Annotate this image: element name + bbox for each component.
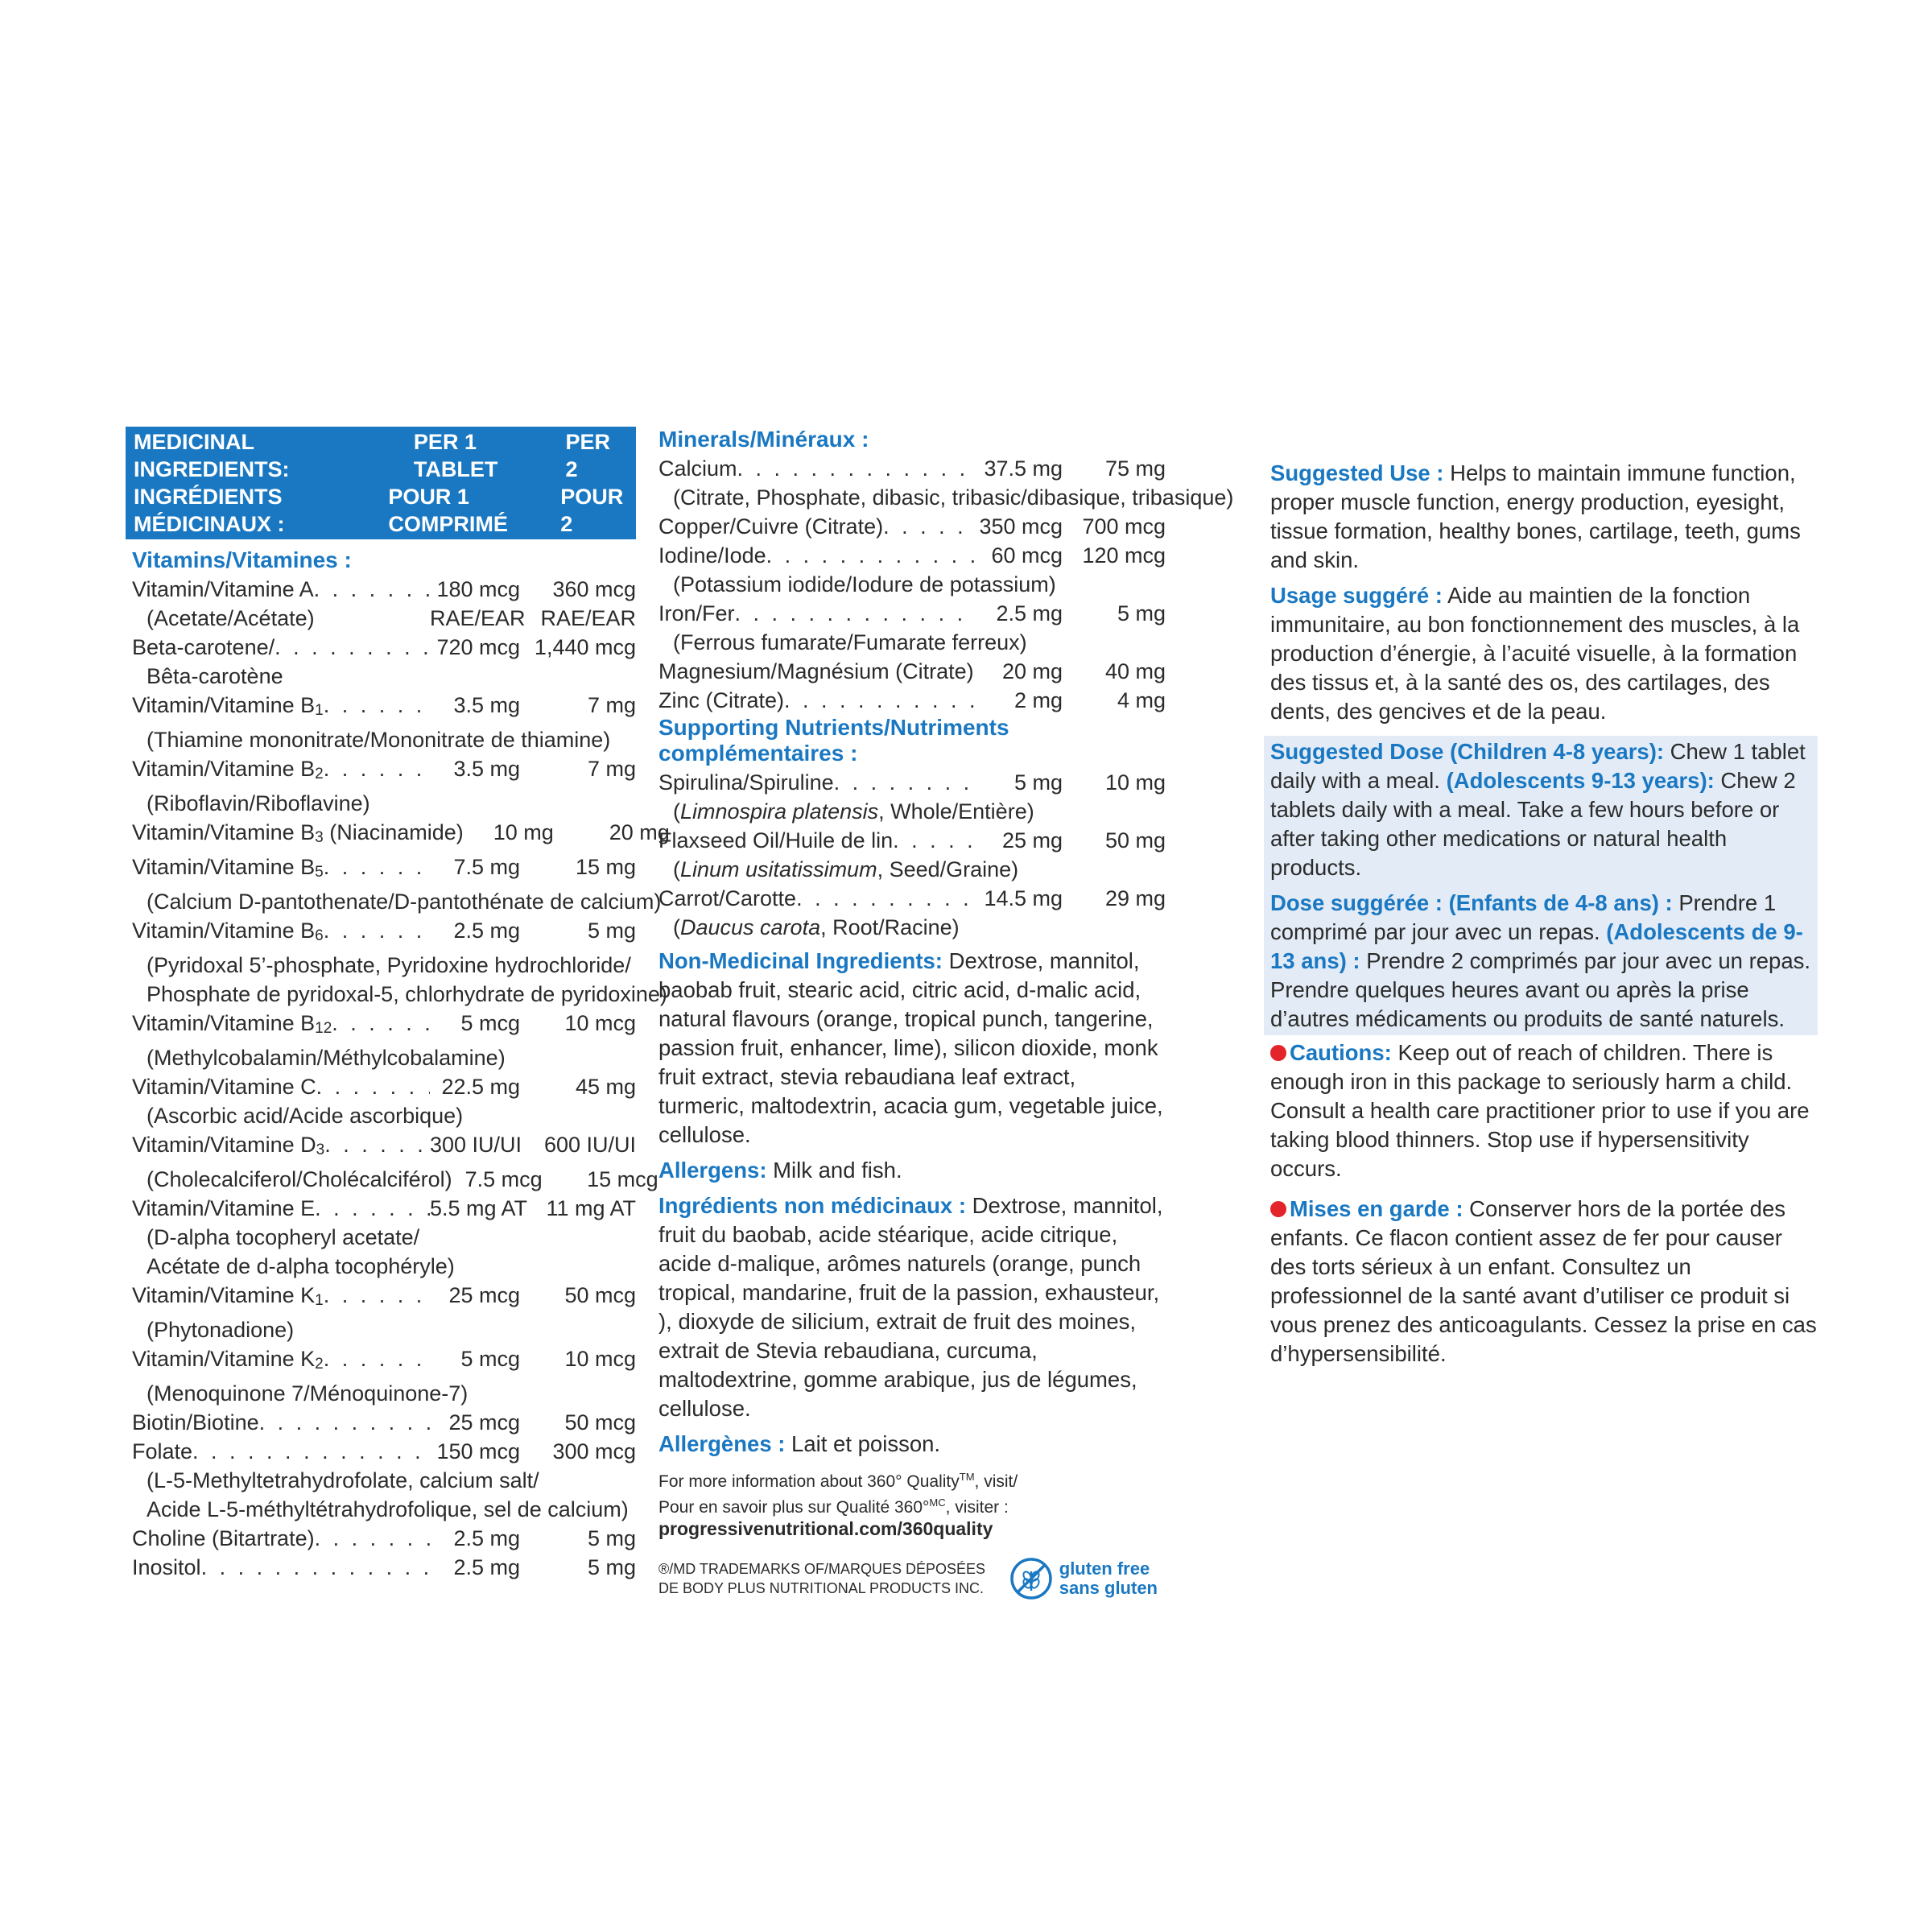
amount-per-2: 1,440 mcg bbox=[534, 635, 636, 659]
dose-suggeree-label2: (Adolescents de 9-13 ans) : bbox=[1270, 919, 1803, 973]
gluten-free-badge bbox=[1009, 1557, 1158, 1600]
amount-per-1: 2.5 mg bbox=[453, 1555, 520, 1579]
mises-en-garde-label: Mises en garde : bbox=[1290, 1196, 1463, 1221]
quality-sup-en: TM bbox=[959, 1471, 975, 1483]
trademark-line1: ®/MD TRADEMARKS OF/MARQUES DÉPOSÉES bbox=[658, 1561, 985, 1577]
amount-per-2: 5 mg bbox=[587, 1555, 636, 1579]
ingredient-name: Vitamin/Vitamine $B_3$ (Niacinamide) bbox=[132, 820, 464, 846]
leader-dots bbox=[324, 1130, 430, 1165]
amount-per-1: 5.5 mg AT bbox=[430, 1196, 528, 1220]
ingredient-name: Vitamin/Vitamine A bbox=[132, 577, 314, 601]
amount-per-2: 600 IU/UI bbox=[543, 1133, 636, 1157]
allergens-fr bbox=[658, 1430, 1166, 1459]
ingredient-name: Magnesium/Magnésium (Citrate) bbox=[658, 659, 974, 683]
ingredient-source: (Acetate/Acétate) bbox=[147, 606, 315, 630]
leader-dots bbox=[784, 686, 974, 715]
non-medicinal-label: Non-Medicinal Ingredients: bbox=[658, 948, 943, 973]
header-row-fr bbox=[134, 483, 628, 538]
vitamin-row bbox=[132, 691, 636, 725]
ingredient-name: Vitamin/Vitamine $B_1$ bbox=[132, 693, 324, 719]
ingredient-source-continued: Phosphate de pyridoxal-5, chlorhydrate de pyridoxine) bbox=[147, 982, 667, 1006]
ingredient-subscript: 3 bbox=[315, 829, 324, 846]
quality-info bbox=[658, 1467, 1166, 1539]
usage-column bbox=[1270, 459, 1818, 1368]
amount-per-2: 40 mg bbox=[1104, 659, 1166, 683]
ingredient-subscript: 5 bbox=[315, 864, 324, 881]
leader-dots bbox=[332, 1009, 430, 1043]
leader-dots bbox=[315, 1524, 430, 1553]
amount-per-2: 7 mg bbox=[587, 693, 636, 717]
amount-per-1: 720 mcg bbox=[436, 635, 520, 659]
source-amount-per-1: RAE/EAR bbox=[430, 606, 526, 630]
amount-per-1: 150 mcg bbox=[436, 1439, 520, 1463]
ingredient-subscript: 2 bbox=[315, 1356, 324, 1373]
leader-dots bbox=[324, 691, 430, 725]
mineral-row bbox=[658, 512, 1166, 541]
amount-per-2: 300 mcg bbox=[552, 1439, 636, 1463]
cautions bbox=[1270, 1038, 1818, 1183]
ingredient-name: Vitamin/Vitamine C bbox=[132, 1075, 316, 1099]
supporting-list bbox=[658, 768, 1166, 942]
amount-per-2: 5 mg bbox=[587, 919, 636, 943]
minerals-list bbox=[658, 454, 1234, 715]
vitamin-row bbox=[132, 1281, 636, 1315]
ingredient-source-continued: Acétate de d-alpha tocophéryle) bbox=[147, 1254, 455, 1278]
ingredient-source: (Riboflavin/Riboflavine) bbox=[147, 791, 370, 815]
footer-row bbox=[658, 1557, 1166, 1600]
leader-dots bbox=[324, 916, 430, 951]
ingredient-name: Vitamin/Vitamine E bbox=[132, 1196, 316, 1220]
amount-per-1: 300 IU/UI bbox=[430, 1133, 522, 1157]
amount-per-1: 350 mcg bbox=[979, 514, 1063, 539]
ingredient-source: (Linum usitatissimum, Seed/Graine) bbox=[673, 857, 1019, 881]
gluten-free-text bbox=[1059, 1559, 1158, 1598]
vitamin-row bbox=[132, 1072, 636, 1101]
amount-per-2: 10 mg bbox=[1104, 770, 1166, 795]
allergens-text: Milk and fish. bbox=[766, 1158, 902, 1183]
ingredient-name: Vitamin/Vitamine $K_2$ bbox=[132, 1347, 324, 1373]
amount-per-2: 360 mcg bbox=[552, 577, 636, 601]
amount-per-2: 5 mg bbox=[587, 1526, 636, 1550]
source-amount-per-1: 7.5 mcg bbox=[464, 1167, 543, 1191]
quality-end-en: , visit/ bbox=[974, 1472, 1018, 1491]
ingredient-name: Spirulina/Spiruline bbox=[658, 770, 834, 795]
amount-per-1: 5 mcg bbox=[460, 1347, 520, 1371]
amount-per-1: 180 mcg bbox=[436, 577, 520, 601]
ingredient-source: (Citrate, Phosphate, dibasic, tribasic/dibasique, tribasique) bbox=[673, 485, 1234, 510]
mineral-row bbox=[658, 454, 1166, 483]
leader-dots bbox=[883, 512, 974, 541]
leader-dots bbox=[201, 1553, 430, 1582]
dose-suggeree-text2: Prendre 2 comprimés par jour avec un repas. Prendre quelques heures avant ou après la prise d’autres médicaments ou produits de santé naturels. bbox=[1270, 948, 1811, 1031]
vitamin-row bbox=[132, 818, 670, 852]
ingredient-source: (Phytonadione) bbox=[147, 1318, 295, 1342]
amount-per-1: 3.5 mg bbox=[453, 693, 520, 717]
dose-suggeree-text1: Prendre 1 comprimé par jour avec un repas. bbox=[1270, 890, 1777, 944]
vitamin-row bbox=[132, 1408, 636, 1437]
amount-per-2: 50 mcg bbox=[564, 1410, 636, 1435]
amount-per-2: 45 mg bbox=[575, 1075, 636, 1099]
ingredient-source: (D-alpha tocopheryl acetate/ bbox=[147, 1225, 420, 1249]
vitamin-row bbox=[132, 916, 636, 951]
suggested-dose-text1: Chew 1 tablet daily with a meal. bbox=[1270, 739, 1806, 793]
amount-per-1: 2 mg bbox=[1013, 688, 1063, 712]
dose-suggeree-label: Dose suggérée : (Enfants de 4-8 ans) : bbox=[1270, 890, 1673, 915]
ingredient-source: (Potassium iodide/Iodure de potassium) bbox=[673, 572, 1056, 597]
header-per2-en: PER 2 bbox=[565, 430, 611, 481]
ingredient-name: Inositol bbox=[132, 1555, 201, 1579]
vitamin-row bbox=[132, 1553, 636, 1582]
vitamin-row bbox=[132, 852, 636, 887]
amount-per-1: 14.5 mg bbox=[984, 886, 1063, 910]
amount-per-1: 22.5 mg bbox=[441, 1075, 520, 1099]
ingredient-subscript: 2 bbox=[315, 766, 324, 782]
suggested-dose-label2: (Adolescents 9-13 years): bbox=[1446, 768, 1715, 793]
ingredient-name: Calcium bbox=[658, 456, 737, 481]
gluten-free-fr: sans gluten bbox=[1059, 1578, 1158, 1598]
ingredient-name: Vitamin/Vitamine $B_6$ bbox=[132, 919, 324, 944]
supporting-row bbox=[658, 884, 1166, 913]
amount-per-2: 10 mcg bbox=[564, 1347, 636, 1371]
ingredient-source: Bêta-carotène bbox=[147, 664, 283, 688]
dose-box bbox=[1264, 736, 1818, 1035]
ingredient-source: (Ferrous fumarate/Fumarate ferreux) bbox=[673, 630, 1027, 654]
quality-line-fr bbox=[658, 1492, 1166, 1518]
spacer bbox=[315, 604, 430, 633]
supporting-row bbox=[658, 768, 1166, 797]
non-medicinal-text: Dextrose, mannitol, baobab fruit, stearic acid, citric acid, d-malic acid, natural flavours (orange, tropical punch, tangerine, passion fruit, enhancer, lime), silicon dioxide, monk fruit extract, stevia rebaudiana leaf extract, turmeric, maltodextrin, acacia gum, vegetable juice, cellulose. bbox=[658, 948, 1163, 1147]
suggested-use-text: Helps to maintain immune function, proper muscle function, energy production, eyesight, tissue formation, healthy bones, cartilage, teeth, gums and skin. bbox=[1270, 460, 1801, 572]
leader-dots bbox=[259, 1408, 430, 1437]
ingredient-source: (Pyridoxal 5’-phosphate, Pyridoxine hydrochloride/ bbox=[147, 953, 631, 977]
mineral-row bbox=[658, 657, 1166, 686]
header-label-en: MEDICINAL INGREDIENTS: bbox=[134, 430, 290, 481]
ingredient-name: Biotin/Biotine bbox=[132, 1410, 259, 1435]
suggested-dose-label: Suggested Dose (Children 4-8 years): bbox=[1270, 739, 1665, 764]
quality-line-en bbox=[658, 1467, 1166, 1492]
latin-name: Daucus carota bbox=[680, 915, 821, 939]
amount-per-2: 7 mg bbox=[587, 757, 636, 781]
cautions-text: Keep out of reach of children. There is enough iron in this package to seriously harm a child. Consult a health care practitioner prior to use if you are taking blood thinners. Stop use if hypersensitivity occurs. bbox=[1270, 1040, 1810, 1181]
ingredient-name: Copper/Cuivre (Citrate) bbox=[658, 514, 884, 539]
header-per1-en: PER 1 TABLET bbox=[413, 430, 498, 481]
leader-dots bbox=[737, 454, 974, 483]
header-per2-fr: POUR 2 bbox=[560, 485, 624, 536]
mises-en-garde bbox=[1270, 1195, 1818, 1368]
suggested-dose-text2: Chew 2 tablets daily with a meal. Take a few hours before or after taking other medications or natural health products. bbox=[1270, 768, 1796, 880]
ingredient-source: (Calcium D-pantothenate/D-pantothénate de calcium) bbox=[147, 890, 662, 914]
usage-suggere-label: Usage suggéré : bbox=[1270, 583, 1443, 608]
amount-per-1: 2.5 mg bbox=[996, 601, 1063, 625]
mises-en-garde-text: Conserver hors de la portée des enfants. Ce flacon contient assez de fer pour causer des torts sérieux à un enfant. Consultez un professionnel de la santé avant d’utiliser ce produit si vous prenez des anticoagulants. Cessez la prise en cas d’hypersensibilité. bbox=[1270, 1196, 1817, 1366]
suggested-use bbox=[1270, 459, 1818, 575]
non-medicinal-label-fr: Ingrédients non médicinaux : bbox=[658, 1193, 966, 1218]
leader-dots bbox=[314, 575, 430, 604]
amount-per-2: 20 mg bbox=[609, 820, 670, 844]
dose-suggeree bbox=[1270, 889, 1811, 1034]
ingredient-name: Vitamin/Vitamine $K_1$ bbox=[132, 1283, 324, 1309]
ingredient-subscript: 1 bbox=[315, 702, 324, 719]
trademark-line2: DE BODY PLUS NUTRITIONAL PRODUCTS INC. bbox=[658, 1580, 985, 1596]
amount-per-1: 5 mg bbox=[1013, 770, 1063, 795]
amount-per-1: 60 mcg bbox=[991, 543, 1063, 568]
ingredient-source-continued: Acide L-5-méthyltétrahydrofolique, sel de calcium) bbox=[147, 1497, 629, 1521]
vitamin-row bbox=[132, 1194, 636, 1223]
amount-per-1: 10 mg bbox=[493, 820, 554, 844]
vitamin-row bbox=[132, 1009, 636, 1043]
warning-dot-icon bbox=[1270, 1201, 1286, 1217]
leader-dots bbox=[316, 1072, 430, 1101]
trademark-notice bbox=[658, 1559, 985, 1598]
vitamin-sub-row bbox=[132, 604, 636, 633]
amount-per-1: 2.5 mg bbox=[453, 1526, 520, 1550]
source-amount-per-2: 15 mcg bbox=[587, 1167, 658, 1191]
amount-per-1: 37.5 mg bbox=[984, 456, 1063, 481]
vitamin-row bbox=[132, 1524, 636, 1553]
amount-per-1: 3.5 mg bbox=[453, 757, 520, 781]
gluten-free-en: gluten free bbox=[1059, 1558, 1150, 1579]
minerals-column bbox=[658, 427, 1234, 1600]
cautions-label: Cautions: bbox=[1290, 1040, 1392, 1065]
supporting-title: Supporting Nutrients/Nutriments complémentaires : bbox=[658, 715, 1009, 766]
ingredient-source: (Thiamine mononitrate/Mononitrate de thiamine) bbox=[147, 728, 611, 752]
usage-suggere bbox=[1270, 581, 1818, 726]
ingredient-source: (Ascorbic acid/Acide ascorbique) bbox=[147, 1104, 464, 1128]
quality-sup-fr: MC bbox=[929, 1496, 946, 1509]
non-medicinal-text-fr: Dextrose, mannitol, fruit du baobab, acide stéarique, acide citrique, acide d-malique, arômes naturels (orange, punch tropical, mandarine, fruit de la passion, exhausteur, ), dioxyde de silicium, extrait de fruit des moines, extrait de Stevia rebaudiana, curcuma, maltodextrine, gomme arabique, jus de légumes, cellulose. bbox=[658, 1193, 1163, 1421]
ingredient-name: Flaxseed Oil/Huile de lin bbox=[658, 828, 894, 852]
ingredient-name: Vitamin/Vitamine $B_{12}$ bbox=[132, 1011, 332, 1037]
non-medicinal-ingredients bbox=[658, 947, 1166, 1150]
amount-per-1: 7.5 mg bbox=[453, 855, 520, 879]
leader-dots bbox=[796, 884, 974, 913]
latin-name: Linum usitatissimum bbox=[680, 857, 877, 881]
header-per1-fr: POUR 1 COMPRIMÉ bbox=[388, 485, 508, 536]
amount-per-2: 50 mg bbox=[1104, 828, 1166, 852]
leader-dots bbox=[893, 826, 974, 855]
ingredient-source: (L-5-Methyltetrahydrofolate, calcium salt/ bbox=[147, 1468, 539, 1492]
ingredient-subscript: 3 bbox=[316, 1141, 325, 1158]
leader-dots bbox=[324, 754, 430, 789]
vitamins-list bbox=[126, 575, 670, 1582]
vitamin-row bbox=[132, 575, 636, 604]
ingredient-subscript: 12 bbox=[315, 1020, 332, 1037]
medicinal-ingredients-header bbox=[126, 427, 636, 539]
amount-per-2: 700 mcg bbox=[1082, 514, 1166, 539]
quality-text-fr: Pour en savoir plus sur Qualité 360° bbox=[658, 1498, 930, 1517]
amount-per-1: 2.5 mg bbox=[453, 919, 520, 943]
allergens-label: Allergens: bbox=[658, 1158, 767, 1183]
ingredient-name: Zinc (Citrate) bbox=[658, 688, 785, 712]
vitamin-sub-row bbox=[132, 1165, 658, 1194]
leader-dots bbox=[735, 599, 974, 628]
vitamin-row bbox=[132, 1344, 636, 1379]
ingredient-name: Choline (Bitartrate) bbox=[132, 1526, 315, 1550]
suggested-use-label: Suggested Use : bbox=[1270, 460, 1444, 485]
allergens-label-fr: Allergènes : bbox=[658, 1431, 786, 1456]
amount-per-2: 11 mg AT bbox=[546, 1196, 636, 1220]
ingredient-source: (Limnospira platensis, Whole/Entière) bbox=[673, 799, 1034, 824]
ingredient-name: Iron/Fer bbox=[658, 601, 735, 625]
source-amount-per-2: RAE/EAR bbox=[540, 606, 636, 630]
amount-per-2: 4 mg bbox=[1117, 688, 1166, 712]
usage-suggere-text: Aide au maintien de la fonction immunitaire, au bon fonctionnement des muscles, à la production d’énergie, à l’acuité visuelle, à la formation des tissus et, à la santé des os, des cartilages, des dents, des gencives et de la peau. bbox=[1270, 583, 1800, 724]
minerals-title: Minerals/Minéraux : bbox=[658, 427, 869, 452]
ingredient-source: (Daucus carota, Root/Racine) bbox=[673, 915, 960, 939]
amount-per-1: 25 mg bbox=[1001, 828, 1063, 852]
quality-text-en: For more information about 360° Quality bbox=[658, 1472, 960, 1491]
amount-per-2: 15 mg bbox=[575, 855, 636, 879]
ingredient-name: Vitamin/Vitamine $B_5$ bbox=[132, 855, 324, 881]
ingredient-name: Beta-carotene/ bbox=[132, 635, 275, 659]
quality-url[interactable]: progressivenutritional.com/360quality bbox=[658, 1518, 993, 1539]
amount-per-2: 29 mg bbox=[1104, 886, 1166, 910]
ingredient-name: Vitamin/Vitamine $B_2$ bbox=[132, 757, 324, 782]
ingredient-source: (Methylcobalamin/Méthylcobalamine) bbox=[147, 1046, 506, 1070]
ingredient-name: Vitamin/Vitamine $D_3$ bbox=[132, 1133, 325, 1158]
ingredient-subscript: 6 bbox=[315, 927, 324, 944]
leader-dots bbox=[324, 1344, 430, 1379]
amount-per-2: 5 mg bbox=[1117, 601, 1166, 625]
header-label-fr: INGRÉDIENTS MÉDICINAUX : bbox=[134, 485, 285, 536]
amount-per-1: 25 mcg bbox=[448, 1410, 520, 1435]
ingredient-subscript: 1 bbox=[315, 1292, 324, 1309]
mineral-row bbox=[658, 599, 1166, 628]
amount-per-2: 10 mcg bbox=[564, 1011, 636, 1035]
leader-dots bbox=[834, 768, 974, 797]
vitamins-title: Vitamins/Vitamines : bbox=[132, 547, 352, 572]
ingredient-source: (Menoquinone 7/Ménoquinone-7) bbox=[147, 1381, 469, 1406]
mineral-row bbox=[658, 541, 1166, 570]
vitamin-row bbox=[132, 754, 636, 789]
allergens bbox=[658, 1156, 1166, 1185]
vitamin-row bbox=[132, 1437, 636, 1466]
gluten-free-icon bbox=[1009, 1557, 1053, 1600]
amount-per-2: 75 mg bbox=[1104, 456, 1166, 481]
ingredient-name: Folate bbox=[132, 1439, 193, 1463]
ingredient-name: Iodine/Iode bbox=[658, 543, 766, 568]
amount-per-2: 50 mcg bbox=[564, 1283, 636, 1307]
amount-per-1: 25 mcg bbox=[448, 1283, 520, 1307]
vitamin-row bbox=[132, 633, 636, 662]
suggested-dose bbox=[1270, 737, 1811, 882]
leader-dots bbox=[324, 1281, 430, 1315]
supporting-row bbox=[658, 826, 1166, 855]
amount-per-2: 120 mcg bbox=[1082, 543, 1166, 568]
ingredient-name: Carrot/Carotte bbox=[658, 886, 797, 910]
amount-per-1: 20 mg bbox=[1001, 659, 1063, 683]
leader-dots bbox=[324, 852, 430, 887]
medicinal-ingredients-column bbox=[126, 427, 670, 1582]
amount-per-1: 5 mcg bbox=[460, 1011, 520, 1035]
vitamin-row bbox=[132, 1130, 636, 1165]
leader-dots bbox=[766, 541, 974, 570]
mineral-row bbox=[658, 686, 1166, 715]
ingredient-source: (Cholecalciferol/Cholécalciférol) bbox=[147, 1167, 452, 1191]
warning-dot-icon bbox=[1270, 1045, 1286, 1061]
header-row-en bbox=[134, 428, 628, 483]
leader-dots bbox=[315, 1194, 430, 1223]
leader-dots bbox=[275, 633, 430, 662]
allergens-text-fr: Lait et poisson. bbox=[785, 1431, 941, 1456]
latin-name: Limnospira platensis bbox=[680, 799, 879, 824]
quality-end-fr: , visiter : bbox=[945, 1498, 1009, 1517]
non-medicinal-ingredients-fr bbox=[658, 1191, 1166, 1423]
leader-dots bbox=[192, 1437, 430, 1466]
